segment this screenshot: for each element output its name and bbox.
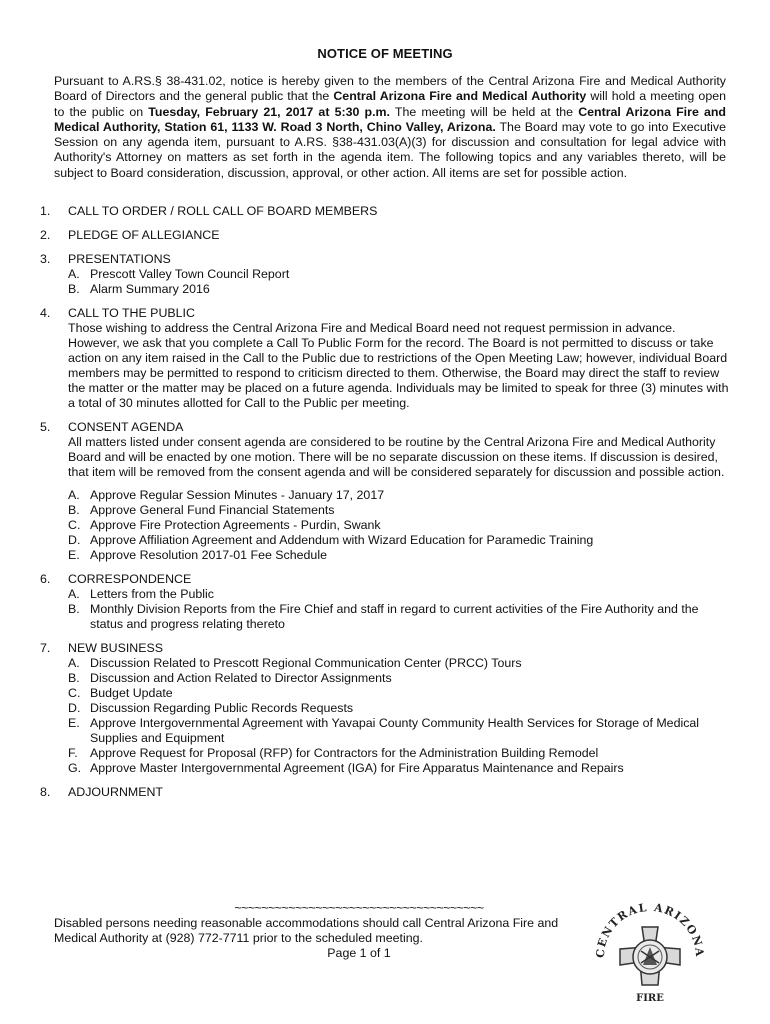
intro-text: The Board may vote to go into Executive Session on any agenda item, pursuant to A.RS. §38-431.03(A)(3) for discussion and consultation for legal advice with Authority's Attorney on matters as set forth in the agenda item. The following topics and any variables thereto, will be subject to Board consideration, discussion, approval, or other action. All items are set for possible action. [54,119,726,180]
subitem-text: Prescott Valley Town Council Report [90,267,290,281]
subitem-text: Approve General Fund Financial Statements [90,503,335,517]
agenda-subitem [68,503,730,518]
footer [54,901,584,961]
agenda-item-call-to-order [40,204,730,219]
footer-separator: ~~~~~~~~~~~~~~~~~~~~~~~~~~~~~~~~~~~~~ [234,901,484,915]
subitem-letter: E. [68,716,80,730]
agenda-item-title: CALL TO ORDER / ROLL CALL OF BOARD MEMBERS [68,204,378,218]
agenda-item-description: Those wishing to address the Central Arizona Fire and Medical Board need not request permission in advance. However, we ask that you complete a Call To Public Form for the record. The Board is not permitted to discuss or take action on any item raised in the Call to the Public due to restrictions of the Open Meeting Law; however, individual Board members may be permitted to respond to criticism directed to them. Otherwise, the Board may direct the staff to review the matter or the matter may be placed on a future agenda. Individuals may be limited to speak for three (3) minutes with a total of 30 minutes allotted for Call to the Public per meeting. [68,321,729,410]
subitem-letter: B. [68,282,80,296]
agenda-subitem [68,761,730,776]
agenda-subitem [68,656,730,671]
subitem-letter: A. [68,488,80,502]
agenda-item-adjournment [40,785,730,800]
subitem-text: Letters from the Public [90,587,214,601]
intro-text: Pursuant to A.RS.§ 38-431.02, notice is hereby given to the members of the Central Arizona Fire and Medical Authority Board of Directors and the general public that the [54,74,726,104]
agenda-item-consent-agenda [40,420,730,563]
subitem-letter: A. [68,656,80,670]
subitem-letter: B. [68,503,80,517]
subitem-letter: C. [68,518,81,532]
intro-bold-date: Tuesday, February 21, 2017 at 5:30 p.m. [148,104,390,119]
agenda-subitem [68,701,730,716]
logo-bottom-text: FIRE [636,993,664,1004]
intro-text: will hold a meeting open to the public on [54,89,726,119]
subitem-text: Approve Request for Proposal (RFP) for Contractors for the Administration Building Remodel [90,746,599,760]
agenda-item-number: 8. [40,785,51,799]
subitem-letter: A. [68,587,80,601]
intro-bold-authority: Central Arizona Fire and Medical Authority [333,89,587,104]
agenda-item-pledge [40,228,730,243]
agenda-subitem [68,267,730,282]
agenda-item-title: PRESENTATIONS [68,252,171,266]
agenda-item-number: 3. [40,252,51,266]
agenda-item-title: PLEDGE OF ALLEGIANCE [68,228,220,242]
agenda-item-title: CORRESPONDENCE [68,572,192,586]
subitem-letter: E. [68,548,80,562]
agenda-item-number: 1. [40,204,51,218]
agenda-subitem [68,282,730,297]
agenda-subitem [68,686,730,701]
agenda-item-title: CONSENT AGENDA [68,420,184,434]
intro-paragraph [54,74,726,181]
subitem-text: Monthly Division Reports from the Fire Chief and staff in regard to current activities of the Fire Authority and the status and progress relating thereto [90,602,699,631]
intro-text: The meeting will be held at the [389,104,579,119]
subitem-text: Discussion Related to Prescott Regional Communication Center (PRCC) Tours [90,656,522,670]
accommodation-note: Disabled persons needing reasonable accommodations should call Central Arizona Fire and Medical Authority at (928) 772-7711 prior to the scheduled meeting. [54,916,559,945]
subitem-text: Approve Resolution 2017-01 Fee Schedule [90,548,327,562]
agenda-item-number: 2. [40,228,51,242]
agenda-list [40,204,730,800]
agenda-item-call-to-public [40,306,730,411]
agenda-subitem [68,716,730,746]
agenda-subitem [68,533,730,548]
subitem-letter: A. [68,267,80,281]
agenda-item-title: CALL TO THE PUBLIC [68,306,195,320]
agenda-item-number: 4. [40,306,51,320]
subitem-text: Approve Fire Protection Agreements - Purdin, Swank [90,518,381,532]
agenda-item-new-business [40,641,730,776]
subitem-letter: D. [68,533,81,547]
subitem-letter: G. [68,761,82,775]
agenda-item-description: All matters listed under consent agenda are considered to be routine by the Central Arizona Fire and Medical Authority Board and will be enacted by one motion. There will be no separate discussion on these items. If discussion is desired, that item will be removed from the consent agenda and will be considered separately for discussion and possible action. [68,435,725,479]
agenda-subitem [68,602,730,632]
subitem-text: Alarm Summary 2016 [90,282,210,296]
agenda-item-correspondence [40,572,730,632]
logo-badge [620,927,680,985]
subitem-text: Budget Update [90,686,173,700]
subitem-letter: D. [68,701,81,715]
agenda-item-number: 7. [40,641,51,655]
fire-authority-logo-icon [590,895,710,1005]
subitem-text: Approve Affiliation Agreement and Addendum with Wizard Education for Paramedic Training [90,533,594,547]
subitem-text: Approve Master Intergovernmental Agreement (IGA) for Fire Apparatus Maintenance and Repairs [90,761,624,775]
intro-bold-location: Central Arizona Fire and Medical Authority, Station 61, 1133 W. Road 3 North, Chino Valley, Arizona. [54,104,726,134]
agenda-item-title: ADJOURNMENT [68,785,163,799]
subitem-letter: B. [68,671,80,685]
agenda-item-number: 6. [40,572,51,586]
agenda-subitem [68,548,730,563]
agenda-item-number: 5. [40,420,51,434]
agenda-subitem [68,746,730,761]
agenda-item-presentations [40,252,730,297]
agenda-subitem [68,488,730,503]
subitem-letter: C. [68,686,81,700]
subitem-text: Discussion Regarding Public Records Requests [90,701,354,715]
logo-arc-text: CENTRAL ARIZONA [593,900,707,959]
subitem-text: Approve Intergovernmental Agreement with Yavapai County Community Health Services for Storage of Medical Supplies and Equipment [90,716,700,745]
subitem-text: Approve Regular Session Minutes - January 17, 2017 [90,488,385,502]
document-title: NOTICE OF MEETING [317,46,453,61]
subitem-letter: F. [68,746,78,760]
agenda-subitem [68,671,730,686]
agenda-item-title: NEW BUSINESS [68,641,164,655]
agenda-subitem [68,518,730,533]
page-number: Page 1 of 1 [327,946,391,960]
subitem-text: Discussion and Action Related to Director Assignments [90,671,392,685]
subitem-letter: B. [68,602,80,616]
agenda-subitem [68,587,730,602]
